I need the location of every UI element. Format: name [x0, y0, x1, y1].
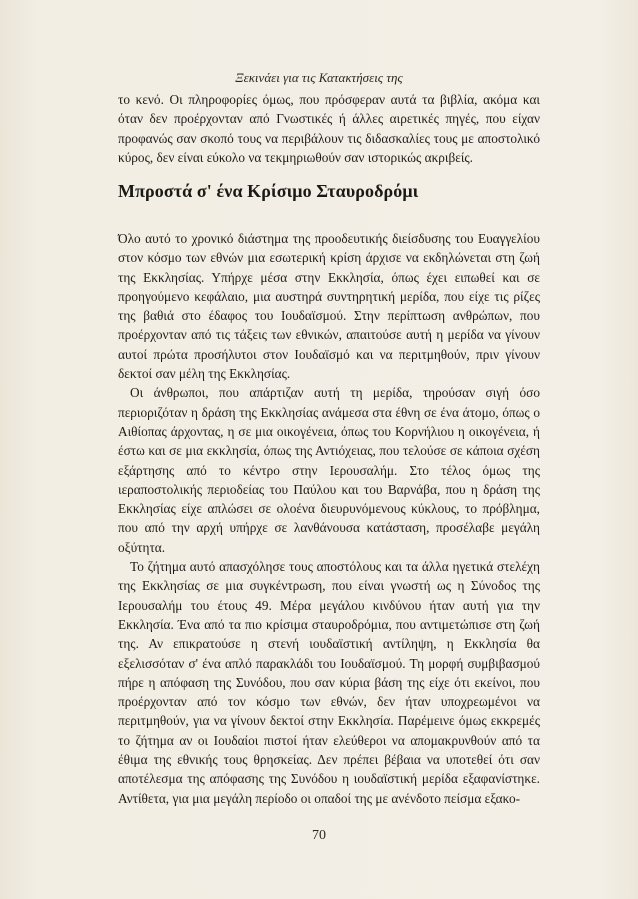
paragraph: Το ζήτημα αυτό απασχόλησε τους αποστόλους και τα άλλα ηγετικά στελέχη της Εκκλησίας σε μια συγκέντρωση, που είναι γνωστή ως η Σύνοδος της Ιερουσαλήμ του έτους 49. Μέρα μεγάλου κινδύνου ήταν αυτή για την Εκκλησία. Ένα από τα πιο κρίσιμα σταυροδρόμια, που αντιμετώπισε στη ζωή της. Αν επικρατούσε η στενή ιουδαϊστική αντίληψη, η Εκκλησία θα εξελισσόταν σ' ένα απλό παρακλάδι του Ιουδαϊσμού. Τη μορφή συμβιβασμού πήρε η απόφαση της Συνόδου, που σαν κύρια βάση της είχε ότι εκείνοι, που προέρχονταν από τον κόσμο των εθνών, δεν ήταν υποχρεωμένοι να περιτμηθούν, για να γίνουν δεκτοί στην Εκκλησία. Παρέμεινε όμως εκκρεμές το ζήτημα αν οι Ιουδαίοι πιστοί ήταν ελεύθεροι να απομακρυνθούν από τα έθιμα της εθνικής τους θρησκείας. Δεν πρέπει βέβαια να υποτεθεί ότι σαν αποτέλεσμα της απόφασης της Συνόδου η ιουδαϊστική μερίδα εξαφανίστηκε. Αντίθετα, για μια μεγάλη περίοδο οι οπαδοί της με ανένδοτο πείσμα εξακο- — [118, 559, 540, 806]
running-head: Ξεκινάει για τις Κατακτήσεις της — [235, 70, 403, 85]
paragraph: Οι άνθρωποι, που απάρτιζαν αυτή τη μερίδα, τηρούσαν σιγή όσο περιοριζόταν η δράση της Εκκλησίας ανάμεσα στα έθνη σε ένα άτομο, όπως ο Αιθίοπας άρχοντας, η σε μια οικογένεια, όπως του Κορνήλιου η οικογένεια, ή έστω και σε μια εκκλησία, όπως της Αντιόχειας, που τελούσε σε κάποια σχέση εξάρτησης από το κέντρο στην Ιερουσαλήμ. Στο τέλος όμως της ιεραποστολικής περιοδείας του Παύλου και του Βαρνάβα, που η δράση της Εκκλησίας είχε απλώσει σε ολοένα διευρυνόμενους κύκλους, το πρόβλημα, που από την αρχή υπήρχε σε λανθάνουσα κατάσταση, προσέλαβε μεγάλη οξύτητα. — [118, 385, 540, 555]
section-heading: Μπροστά σ' ένα Κρίσιμο Σταυροδρόμι — [118, 181, 419, 201]
body-text — [118, 229, 540, 808]
paragraph: Όλο αυτό το χρονικό διάστημα της προοδευτικής διείσδυσης του Ευαγγελίου στον κόσμο των εθνών μια εσωτερική κρίση άρχισε να εκδηλώνεται στη ζωή της Εκκλησίας. Υπήρχε μέσα στην Εκκλησία, όπως έχει ειπωθεί και σε προηγούμενο κεφάλαιο, μια αυστηρά συντηρητική μερίδα, που είχε τις ρίζες της βαθιά στο έδαφος του Ιουδαϊσμού. Στην περίπτωση ανθρώπων, που προέρχονταν από τις τάξεις των εθνικών, απαιτούσε αυτή η μερίδα να γίνουν αυτοί πρώτα προσήλυτοι στον Ιουδαϊσμό και να περιτμηθούν, πριν γίνουν δεκτοί σαν μέλη της Εκκλησίας. — [118, 231, 540, 382]
intro-paragraph: το κενό. Οι πληροφορίες όμως, που πρόσφεραν αυτά τα βιβλία, ακόμα και όταν δεν προέρχονταν από Γνωστικές ή άλλες αιρετικές πηγές, που είχαν προφανώς σαν σκοπό τους να περιβάλουν τις διδασκαλίες τους με αποστολικό κύρος, δεν είναι εύκολο να τεκμηριωθούν σαν ιστορικώς ακριβείς. — [118, 92, 540, 165]
intro-text — [118, 90, 540, 167]
page-number: 70 — [312, 828, 326, 843]
